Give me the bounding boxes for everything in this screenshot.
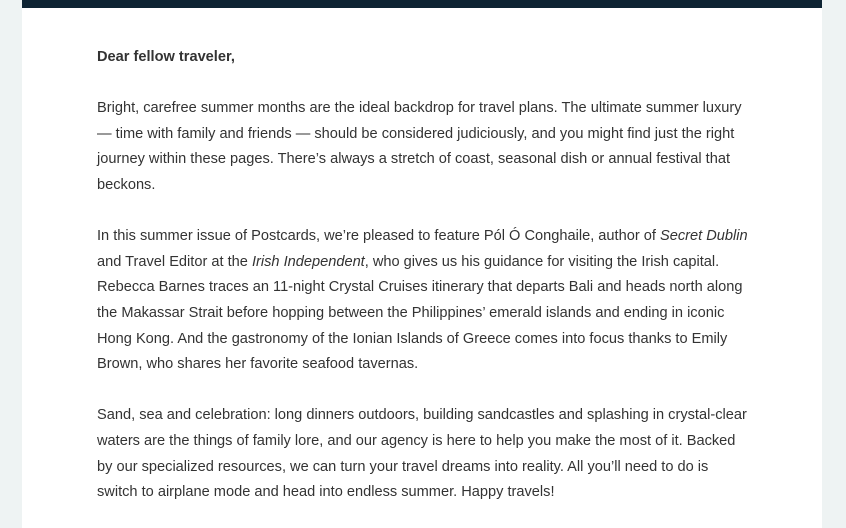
paragraph-features — [97, 224, 752, 378]
book-title: Secret Dublin — [659, 228, 748, 245]
paragraph-intro: Bright, carefree summer months are the ideal backdrop for travel plans. The ultimate summer luxury — time with family and friends — should be considered judiciously, and you might find just the right journey within these pages. There’s always a stretch of coast, seasonal dish or annual festival that beckons. — [97, 100, 742, 193]
paragraph-features-part1: In this summer issue of Postcards, we’re pleased to feature Pól Ó Conghaile, author of — [97, 228, 660, 245]
header-bar — [22, 0, 822, 8]
paragraph-features-part2: and Travel Editor at the — [97, 253, 252, 270]
salutation: Dear fellow traveler, — [97, 49, 235, 65]
letter-body — [97, 45, 752, 506]
newsletter-page — [22, 0, 822, 528]
paragraph-features-part3: , who gives us his guidance for visiting the Irish capital. Rebecca Barnes traces an 11-night Crystal Cruises itinerary that departs Bali and heads north along the Makassar Strait before hopping between the Philippines’ emerald islands and ending in iconic Hong Kong. And the gastronomy of the Ionian Islands of Greece comes into focus thanks to Emily Brown, who shares her favorite seafood tavernas. — [97, 253, 743, 373]
publication-title: Irish Independent — [251, 253, 365, 270]
paragraph-closing: Sand, sea and celebration: long dinners outdoors, building sandcastles and splashing in crystal-clear waters are the things of family lore, and our agency is here to help you make the most of it. Backed by our specialized resources, we can turn your travel dreams into reality. All you’ll need to do is switch to airplane mode and head into endless summer. Happy travels! — [97, 407, 747, 501]
